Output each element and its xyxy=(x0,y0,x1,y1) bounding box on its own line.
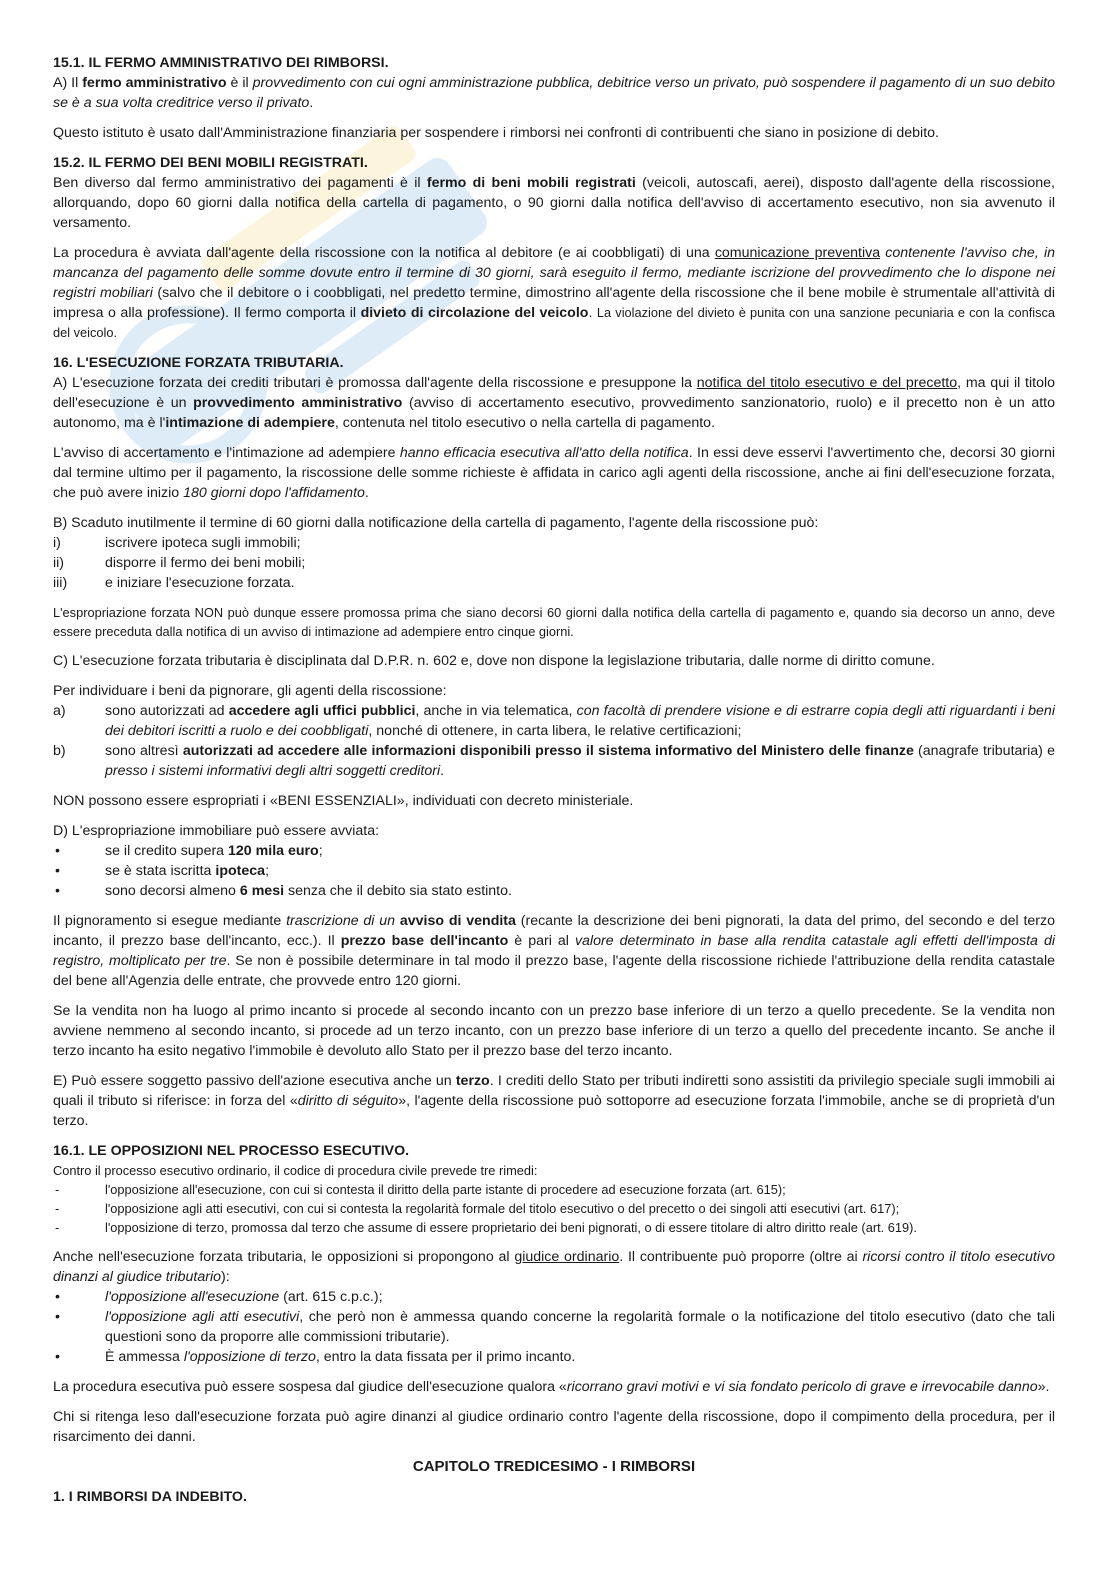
paragraph: Ben diverso dal fermo amministrativo dei pagamenti è il fermo di beni mobili registrati (veicoli, autoscafi, aerei), disposto dall'agente della riscossione, allorquando, dopo 60 giorni dalla notifica della cartella di pagamento, o 90 giorni dalla notifica dell'avviso di accertamento esecutivo, non sia avvenuto il versamento. xyxy=(53,175,1055,231)
section-heading: 15.2. IL FERMO DEI BENI MOBILI REGISTRATI. xyxy=(53,155,368,171)
paragraph: A) Il fermo amministrativo è il provvedimento con cui ogni amministrazione pubblica, debitrice verso un privato, può sospendere il pagamento di un suo debito se è a sua volta creditrice verso il privato. xyxy=(53,75,1055,111)
section-heading: 16.1. LE OPPOSIZIONI NEL PROCESSO ESECUTIVO. xyxy=(53,1143,410,1159)
paragraph: A) L'esecuzione forzata dei crediti tributari è promossa dall'agente della riscossione e presuppone la notifica del titolo esecutivo e del precetto, ma qui il titolo dell'esecuzione è un provvedimento amministrativo (avviso di accertamento esecutivo, provvedimento sanzionatorio, ruolo) e il precetto non è un atto autonomo, ma è l'intimazione di adempiere, contenuta nel titolo esecutivo o nella cartella di pagamento. xyxy=(53,375,1056,431)
list-item: i) iscrivere ipoteca sugli immobili; xyxy=(53,535,301,551)
alpha-list xyxy=(53,701,1055,781)
list-item: iii) e iniziare l'esecuzione forzata. xyxy=(53,575,295,591)
dash-list xyxy=(53,1180,1055,1237)
list-item: • sono decorsi almeno 6 mesi senza che il debito sia stato estinto. xyxy=(55,883,512,899)
paragraph: Per individuare i beni da pignorare, gli agenti della riscossione: xyxy=(53,683,447,699)
chapter-title: CAPITOLO TREDICESIMO - I RIMBORSI xyxy=(412,1458,696,1475)
bullet-list xyxy=(53,1287,1055,1367)
list-item: - l'opposizione agli atti esecutivi, con cui si contesta la regolarità formale del titolo esecutivo o del precetto o dei singoli atti esecutivi (art. 617); xyxy=(55,1201,900,1216)
list-item: • se è stata iscritta ipoteca; xyxy=(55,863,270,879)
paragraph: L'avviso di accertamento e l'intimazione ad adempiere hanno efficacia esecutiva all'atto della notifica. In essi deve esservi l'avvertimento che, decorsi 30 giorni dal termine ultimo per il pagamento, la riscossione delle somme richieste è affidata in carico agli agenti della riscossione, anche ai fini dell'esecuzione forzata, che può avere inizio 180 giorni dopo l'affidamento. xyxy=(53,445,1055,501)
paragraph: B) Scaduto inutilmente il termine di 60 giorni dalla notificazione della cartella di pagamento, l'agente della riscossione può: xyxy=(53,515,819,531)
roman-list xyxy=(53,533,1055,593)
paragraph: C) L'esecuzione forzata tributaria è disciplinata dal D.P.R. n. 602 e, dove non dispone la legislazione tributaria, dalle norme di diritto comune. xyxy=(53,653,935,669)
list-item: - l'opposizione di terzo, promossa dal terzo che assume di essere proprietario dei beni pignorati, o di essere titolare di altro diritto reale (art. 619). xyxy=(55,1220,917,1235)
bullet-list xyxy=(53,841,1055,901)
list-item: • l'opposizione all'esecuzione (art. 615 c.p.c.); xyxy=(55,1289,383,1305)
list-item: a) sono autorizzati ad accedere agli uffici pubblici, anche in via telematica, con facoltà di prendere visione e di estrarre copia degli atti riguardanti i beni dei debitori iscritti a ruolo e dei coobbligati, nonché di ottenere, in carta libera, le relative certificazioni; xyxy=(53,703,1055,739)
paragraph: La procedura esecutiva può essere sospesa dal giudice dell'esecuzione qualora «ricorrano gravi motivi e vi sia fondato pericolo di grave e irrevocabile danno». xyxy=(53,1379,1050,1395)
list-item: • l'opposizione agli atti esecutivi, che però non è ammessa quando concerne la regolarità formale o la notificazione del titolo esecutivo (dato che tali questioni sono da proporre alle commissioni tributarie). xyxy=(55,1309,1055,1345)
section-heading: 1. I RIMBORSI DA INDEBITO. xyxy=(53,1489,247,1505)
list-item: b) sono altresì autorizzati ad accedere alle informazioni disponibili presso il sistema informativo del Ministero delle finanze (anagrafe tributaria) e presso i sistemi informativi degli altri soggetti creditori. xyxy=(53,743,1055,779)
paragraph: E) Può essere soggetto passivo dell'azione esecutiva anche un terzo. I crediti dello Stato per tributi indiretti sono assistiti da privilegio speciale sugli immobili ai quali il tributo si riferisce: in forza del «diritto di séguito», l'agente della riscossione può sottoporre ad esecuzione forzata l'immobile, anche se di proprietà d'un terzo. xyxy=(53,1073,1055,1129)
paragraph: Questo istituto è usato dall'Amministrazione finanziaria per sospendere i rimborsi nei confronti di contribuenti che siano in posizione di debito. xyxy=(53,125,939,141)
list-item: • se il credito supera 120 mila euro; xyxy=(55,843,323,859)
list-item: • È ammessa l'opposizione di terzo, entro la data fissata per il primo incanto. xyxy=(55,1349,576,1365)
paragraph: NON possono essere espropriati i «BENI ESSENZIALI», individuati con decreto ministeriale. xyxy=(53,793,634,809)
paragraph: Contro il processo esecutivo ordinario, il codice di procedura civile prevede tre rimedi: xyxy=(53,1163,538,1178)
section-heading: 15.1. IL FERMO AMMINISTRATIVO DEI RIMBORSI. xyxy=(53,55,389,71)
document-body xyxy=(53,53,1055,1507)
paragraph: D) L'espropriazione immobiliare può essere avviata: xyxy=(53,823,380,839)
paragraph: La procedura è avviata dall'agente della riscossione con la notifica al debitore (e ai coobbligati) di una comunicazione preventiva contenente l'avviso che, in mancanza del pagamento delle somme dovute entro il termine di 30 giorni, sarà eseguito il fermo, mediante iscrizione del provvedimento che lo dispone nei registri mobiliari (salvo che il debitore o i coobbligati, nel predetto termine, dimostrino all'agente della riscossione che il bene mobile è strumentale all'attività di impresa o alla professione). Il fermo comporta il divieto di circolazione del veicolo. La violazione del divieto è punita con una sanzione pecuniaria e con la confisca del veicolo. xyxy=(53,245,1056,340)
paragraph: L'espropriazione forzata NON può dunque essere promossa prima che siano decorsi 60 giorni dalla notifica della cartella di pagamento e, quando sia decorso un anno, deve essere preceduta dalla notifica di un avviso di intimazione ad adempiere entro cinque giorni. xyxy=(53,605,1055,639)
paragraph: Anche nell'esecuzione forzata tributaria, le opposizioni si propongono al giudice ordinario. Il contribuente può proporre (oltre ai ricorsi contro il titolo esecutivo dinanzi al giudice tributario): xyxy=(53,1249,1055,1285)
list-item: - l'opposizione all'esecuzione, con cui si contesta il diritto della parte istante di procedere ad esecuzione forzata (art. 615); xyxy=(55,1182,786,1197)
paragraph: Se la vendita non ha luogo al primo incanto si procede al secondo incanto con un prezzo base inferiore di un terzo a quello precedente. Se la vendita non avviene nemmeno al secondo incanto, si procede ad un terzo incanto, con un prezzo base inferiore di un terzo a quello del precedente incanto. Se anche il terzo incanto ha esito negativo l'immobile è devoluto allo Stato per il prezzo base del terzo incanto. xyxy=(53,1003,1055,1059)
paragraph: Il pignoramento si esegue mediante trascrizione di un avviso di vendita (recante la descrizione dei beni pignorati, la data del primo, del secondo e del terzo incanto, il prezzo base dell'incanto, ecc.). Il prezzo base dell'incanto è pari al valore determinato in base alla rendita catastale agli effetti dell'imposta di registro, moltiplicato per tre. Se non è possibile determinare in tal modo il prezzo base, l'agente della riscossione richiede l'attribuzione della rendita catastale del bene all'Agenzia delle entrate, che provvede entro 120 giorni. xyxy=(53,913,1055,989)
paragraph: Chi si ritenga leso dall'esecuzione forzata può agire dinanzi al giudice ordinario contro l'agente della riscossione, dopo il compimento della procedura, per il risarcimento dei danni. xyxy=(53,1409,1055,1445)
section-heading: 16. L'ESECUZIONE FORZATA TRIBUTARIA. xyxy=(53,355,344,371)
list-item: ii) disporre il fermo dei beni mobili; xyxy=(53,555,306,571)
